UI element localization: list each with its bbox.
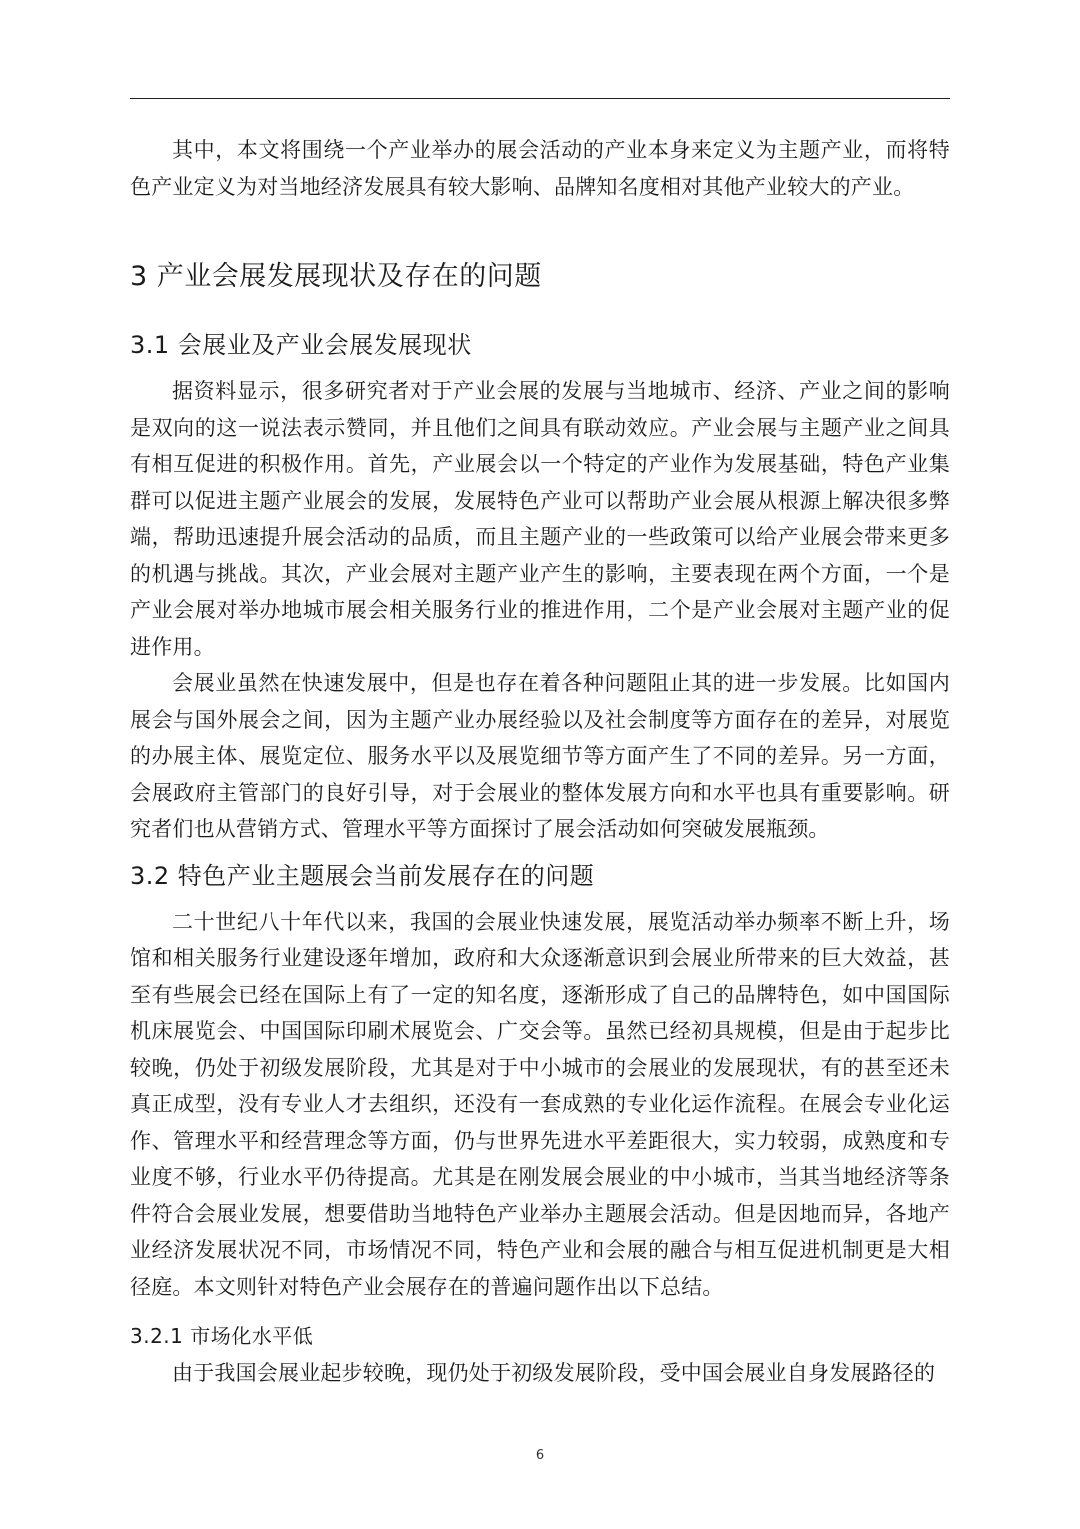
section-3-2-1-paragraph: 由于我国会展业起步较晚，现仍处于初级发展阶段，受中国会展业自身发展路径的 xyxy=(172,1361,936,1385)
intro-paragraph: 其中，本文将围绕一个产业举办的展会活动的产业本身来定义为主题产业，而将特色产业定义为对当地经济发展具有较大影响、品牌知名度相对其他产业较大的产业。 xyxy=(130,138,950,199)
section-3-1-paragraph-2: 会展业虽然在快速发展中，但是也存在着各种问题阻止其的进一步发展。比如国内展会与国外展会之间，因为主题产业办展经验以及社会制度等方面存在的差异，对展览的办展主体、展览定位、服务水平以及展览细节等方面产生了不同的差异。另一方面，会展政府主管部门的良好引导，对于会展业的整体发展方向和水平也具有重要影响。研究者们也从营销方式、管理水平等方面探讨了展会活动如何突破发展瓶颈。 xyxy=(130,671,950,841)
section-3-2-1-heading: 3.2.1 市场化水平低 xyxy=(130,1324,314,1348)
section-3-1-heading: 3.1 会展业及产业会展发展现状 xyxy=(130,331,472,359)
header-rule xyxy=(130,98,950,99)
page-number: 6 xyxy=(535,1448,545,1463)
section-3-heading: 3 产业会展发展现状及存在的问题 xyxy=(130,261,542,292)
section-3-1-paragraph-1: 据资料显示，很多研究者对于产业会展的发展与当地城市、经济、产业之间的影响是双向的这一说法表示赞同，并且他们之间具有联动效应。产业会展与主题产业之间具有相互促进的积极作用。首先，产业展会以一个特定的产业作为发展基础，特色产业集群可以促进主题产业展会的发展，发展特色产业可以帮助产业会展从根源上解决很多弊端，帮助迅速提升展会活动的品质，而且主题产业的一些政策可以给产业展会带来更多的机遇与挑战。其次，产业会展对主题产业产生的影响，主要表现在两个方面，一个是产业会展对举办地城市展会相关服务行业的推进作用，二个是产业会展对主题产业的促进作用。 xyxy=(130,379,950,659)
page-body xyxy=(130,132,950,1392)
section-3-2-paragraph-1: 二十世纪八十年代以来，我国的会展业快速发展，展览活动举办频率不断上升，场馆和相关服务行业建设逐年增加，政府和大众逐渐意识到会展业所带来的巨大效益，甚至有些展会已经在国际上有了一定的知名度，逐渐形成了自己的品牌特色，如中国国际机床展览会、中国国际印刷术展览会、广交会等。虽然已经初具规模，但是由于起步比较晚，仍处于初级发展阶段，尤其是对于中小城市的会展业的发展现状，有的甚至还未真正成型，没有专业人才去组织，还没有一套成熟的专业化运作流程。在展会专业化运作、管理水平和经营理念等方面，仍与世界先进水平差距很大，实力较弱，成熟度和专业度不够，行业水平仍待提高。尤其是在刚发展会展业的中小城市，当其当地经济等条件符合会展业发展，想要借助当地特色产业举办主题展会活动。但是因地而异，各地产业经济发展状况不同，市场情况不同，特色产业和会展的融合与相互促进机制更是大相径庭。本文则针对特色产业会展存在的普遍问题作出以下总结。 xyxy=(130,909,950,1299)
section-3-2-heading: 3.2 特色产业主题展会当前发展存在的问题 xyxy=(130,861,595,890)
